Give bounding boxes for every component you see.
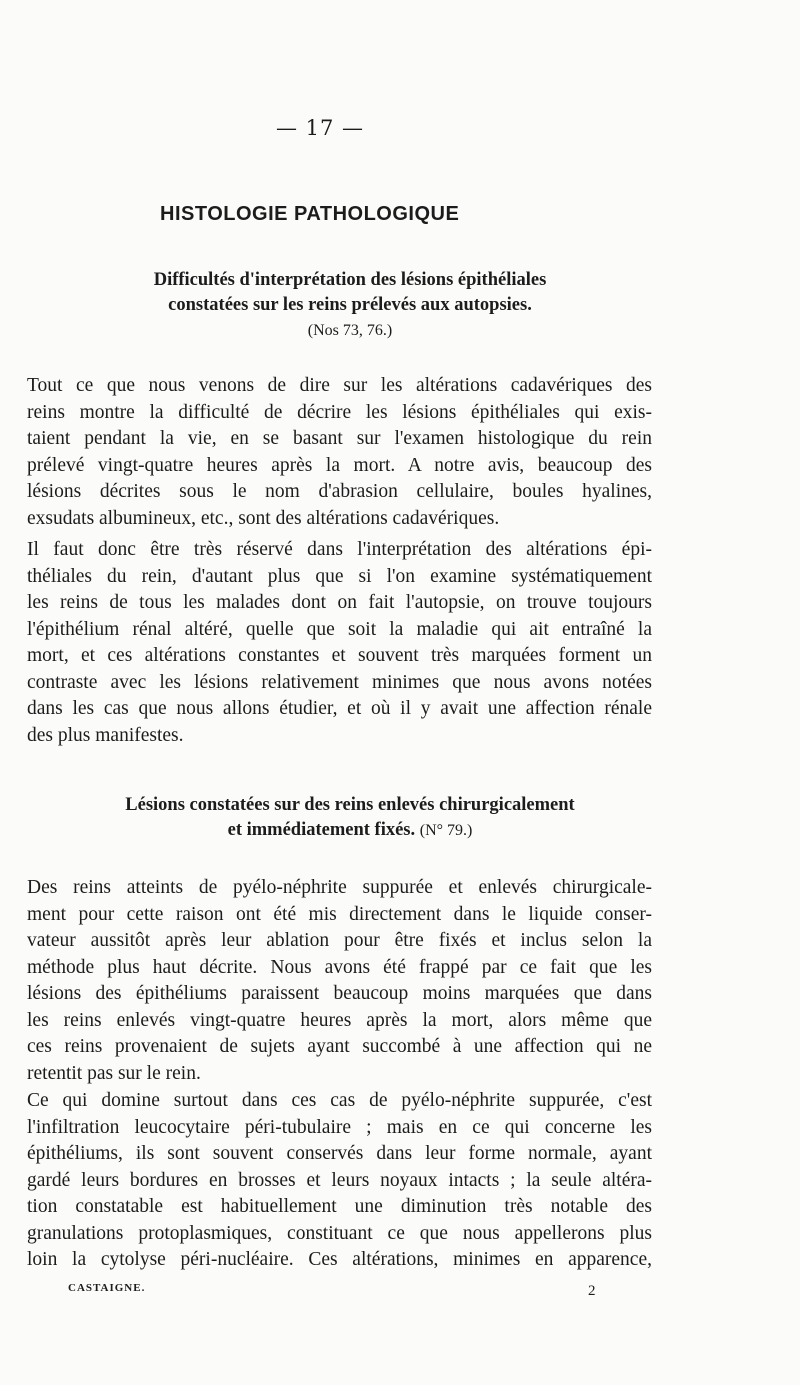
footer-signature-mark: 2 [588, 1283, 596, 1299]
text-line: l'infiltration leucocytaire péri-tubulaire ; mais en ce qui concerne les [27, 1116, 652, 1138]
text-line: épithéliums, ils sont souvent conservés dans leur forme normale, ayant [27, 1143, 652, 1164]
text-line: lésions décrites sous le nom d'abrasion cellulaire, boules hyalines, [27, 481, 652, 502]
text-line: des plus manifestes. [27, 724, 184, 746]
text-line: taient pendant la vie, en se basant sur l'examen histologique du rein [27, 428, 652, 449]
text-line: théliales du rein, d'autant plus que si l'on examine systématiquement [27, 565, 652, 587]
subsection-heading-line: Lésions constatées sur des reins enlevés chirurgicalement [125, 795, 575, 815]
text-line: dans les cas que nous allons étudier, et où il y avait une affection rénale [27, 698, 652, 719]
text-line: méthode plus haut décrite. Nous avons été frappé par ce fait que les [27, 956, 652, 978]
text-line: ment pour cette raison ont été mis directement dans le liquide conser- [27, 903, 652, 925]
text-line: granulations protoplasmiques, constituant ce que nous appellerons plus [27, 1222, 652, 1244]
paragraph-pyelonephritis [27, 1088, 652, 1274]
text-line: loin la cytolyse péri-nucléaire. Ces altérations, minimes en apparence, [27, 1249, 652, 1270]
text-line: Tout ce que nous venons de dire sur les altérations cadavériques des [27, 375, 652, 396]
text-line: tion constatable est habituellement une diminution très notable des [27, 1196, 652, 1217]
subsection-heading-line: constatées sur les reins prélevés aux autopsies. [168, 295, 532, 315]
paragraph-reserve-interpretation [27, 537, 652, 749]
text-line: prélevé vingt-quatre heures après la mort. A notre avis, beaucoup des [27, 454, 652, 476]
subsection-heading-line-with-ref [60, 818, 640, 843]
footer-author: CASTAIGNE. [68, 1282, 146, 1294]
text-line: les reins enlevés vingt-quatre heures après la mort, alors même que [27, 1009, 652, 1031]
section-title: HISTOLOGIE PATHOLOGIQUE [160, 203, 460, 225]
subsection-reference: (N° 79.) [419, 822, 473, 839]
text-line: gardé leurs bordures en brosses et leurs noyaux intacts ; la seule altéra- [27, 1169, 652, 1191]
text-line: l'épithélium rénal altéré, quelle que soit la maladie qui ait entraîné la [27, 618, 652, 640]
page-number: — 17 — [275, 116, 365, 140]
text-line: Il faut donc être très réservé dans l'interprétation des altérations épi- [27, 539, 652, 560]
text-line: mort, et ces altérations constantes et souvent très marquées forment un [27, 645, 652, 666]
text-line: ces reins provenaient de sujets ayant succombé à une affection qui ne [27, 1036, 652, 1057]
text-line: les reins de tous les malades dont on fait l'autopsie, on trouve toujours [27, 592, 652, 613]
text-line: retentit pas sur le rein. [27, 1062, 201, 1084]
paragraph-surgical-kidneys [27, 875, 652, 1087]
text-line: exsudats albumineux, etc., sont des altérations cadavériques. [27, 507, 500, 529]
text-line: lésions des épithéliums paraissent beaucoup moins marquées que dans [27, 983, 652, 1004]
subsection-reference: (Nos 73, 76.) [307, 322, 393, 339]
text-line: contraste avec les lésions relativement minimes que nous avons notées [27, 671, 652, 693]
subsection-heading-line: Difficultés d'interprétation des lésions épithéliales [153, 270, 547, 290]
subsection-heading-text: et immédiatement fixés. [227, 820, 416, 840]
text-line: vateur aussitôt après leur ablation pour être fixés et inclus selon la [27, 930, 652, 951]
text-line: reins montre la difficulté de décrire les lésions épithéliales qui exis- [27, 401, 652, 423]
subsection-heading-surgical [60, 793, 640, 843]
text-line: Des reins atteints de pyélo-néphrite suppurée et enlevés chirurgicale- [27, 877, 652, 898]
subsection-heading-autopsies [60, 268, 640, 343]
text-line: Ce qui domine surtout dans ces cas de pyélo-néphrite suppurée, c'est [27, 1090, 652, 1111]
paragraph-autopsy-difficulty [27, 373, 652, 532]
